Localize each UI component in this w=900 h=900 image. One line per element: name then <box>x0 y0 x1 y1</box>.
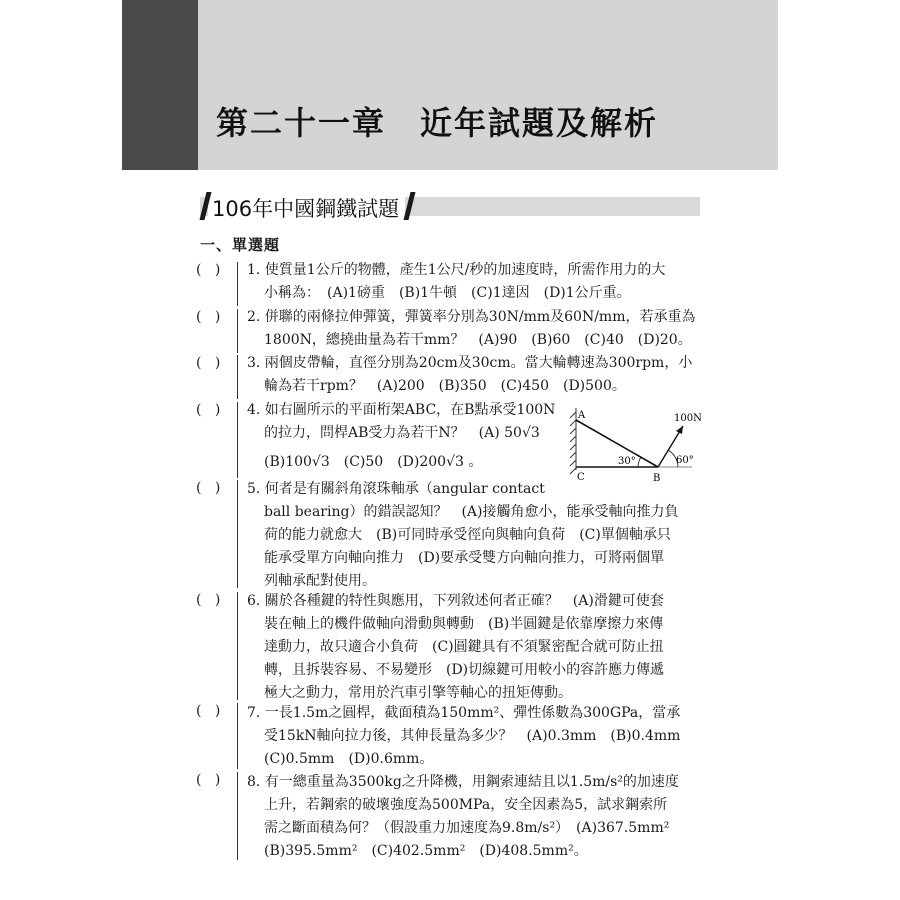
question-rule <box>237 402 238 478</box>
label-angle-30: 30° <box>618 456 636 467</box>
section-title-bar <box>200 192 700 220</box>
subheading-single-choice: 一、單選題 <box>200 236 281 254</box>
question-line: (B)395.5mm² (C)402.5mm² (D)408.5mm²。 <box>264 843 588 859</box>
question-line: ball bearing）的錯誤認知？ (A)接觸角愈小，能承受軸向推力負 <box>264 504 679 520</box>
question-line: 6. 關於各種鍵的特性與應用，下列敘述何者正確？ (A)滑鍵可使套 <box>247 593 664 609</box>
question-line: 輪為若干rpm？ (A)200 (B)350 (C)450 (D)500。 <box>264 378 626 394</box>
question-rule <box>237 262 238 306</box>
question-7 <box>247 702 705 771</box>
question-line: 轉，且拆裝容易、不易變形 (D)切線鍵可用較小的容許應力傳遞 <box>264 662 665 678</box>
section-title: 106年中國鋼鐵試題 <box>212 197 400 221</box>
question-line: 能承受單方向軸向推力 (D)要承受雙方向軸向推力，可將兩個單 <box>264 550 665 566</box>
question-line: 的拉力，問桿AB受力為若干N？ (A) 50√3 <box>264 425 540 441</box>
answer-blank[interactable]: ( ) <box>196 402 221 418</box>
member-ab <box>576 420 658 467</box>
question-line: 列軸承配對使用。 <box>264 573 376 589</box>
answer-blank[interactable]: ( ) <box>196 309 221 325</box>
question-line: 1. 使質量1公斤的物體，產生1公尺/秒的加速度時，所需作用力的大 <box>247 262 666 278</box>
answer-blank[interactable]: ( ) <box>196 703 221 719</box>
question-line: (B)100√3 (C)50 (D)200√3 。 <box>264 454 483 470</box>
answer-blank[interactable]: ( ) <box>196 772 221 788</box>
question-line: 3. 兩個皮帶輪，直徑分別為20cm及30cm。當大輪轉速為300rpm，小 <box>247 355 693 371</box>
chapter-header-dark-block <box>122 0 198 170</box>
question-line: 極大之動力，常用於汽車引擎等軸心的扭矩傳動。 <box>264 685 572 701</box>
truss-diagram <box>566 404 706 484</box>
question-rule <box>237 772 238 860</box>
label-c: C <box>577 472 585 483</box>
question-4 <box>247 399 565 474</box>
question-line: 受15kN軸向拉力後，其伸長量為多少？ (A)0.3mm (B)0.4mm <box>264 728 681 744</box>
answer-blank[interactable]: ( ) <box>196 355 221 371</box>
chapter-title: 第二十一章 近年試題及解析 <box>216 104 659 142</box>
question-rule <box>237 592 238 700</box>
question-6 <box>247 590 705 705</box>
question-1 <box>247 259 705 305</box>
label-angle-60: 60° <box>676 455 694 466</box>
wall-hatching <box>570 408 576 474</box>
question-line: 1800N，總撓曲量為若干mm？ (A)90 (B)60 (C)40 (D)20。 <box>264 332 692 348</box>
question-3 <box>247 352 705 398</box>
question-rule <box>237 309 238 353</box>
answer-blank[interactable]: ( ) <box>196 480 221 496</box>
question-rule <box>237 480 238 588</box>
question-line: 2. 併聯的兩條拉伸彈簧，彈簧率分別為30N/mm及60N/mm，若承重為 <box>247 309 696 325</box>
question-line: 4. 如右圖所示的平面桁架ABC，在B點承受100N <box>247 402 556 418</box>
label-force: 100N <box>674 413 702 424</box>
question-2 <box>247 306 705 352</box>
question-line: 需之斷面積為何？（假設重力加速度為9.8m/s²） (A)367.5mm² <box>264 820 670 836</box>
question-rule <box>237 703 238 769</box>
question-line: 裝在軸上的機件做軸向滑動與轉動 (B)半圓鍵是依靠摩擦力來傳 <box>264 616 664 632</box>
question-rule <box>237 355 238 399</box>
chapter-header-band <box>122 0 778 170</box>
label-a: A <box>578 410 586 421</box>
answer-blank[interactable]: ( ) <box>196 592 221 608</box>
label-b: B <box>653 473 661 484</box>
question-line: 7. 一長1.5m之圓桿，截面積為150mm²、彈性係數為300GPa，當承 <box>247 705 681 721</box>
question-5 <box>247 478 705 593</box>
question-line: 上升，若鋼索的破壞強度為500MPa，安全因素為5，試求鋼索所 <box>264 797 668 813</box>
answer-blank[interactable]: ( ) <box>196 262 221 278</box>
question-line: 荷的能力就愈大 (B)可同時承受徑向與軸向負荷 (C)單個軸承只 <box>264 527 671 543</box>
question-line: (C)0.5mm (D)0.6mm。 <box>264 751 434 767</box>
question-line: 5. 何者是有關斜角滾珠軸承（angular contact <box>247 481 545 497</box>
question-line: 小稱為： (A)1磅重 (B)1牛頓 (C)1達因 (D)1公斤重。 <box>264 285 631 301</box>
question-line: 達動力，故只適合小負荷 (C)圓鍵具有不須緊密配合就可防止扭 <box>264 639 664 655</box>
angle-arc-30 <box>638 457 641 467</box>
question-8 <box>247 771 705 863</box>
question-line: 8. 有一總重量為3500kg之升降機，用鋼索連結且以1.5m/s²的加速度 <box>247 774 679 790</box>
